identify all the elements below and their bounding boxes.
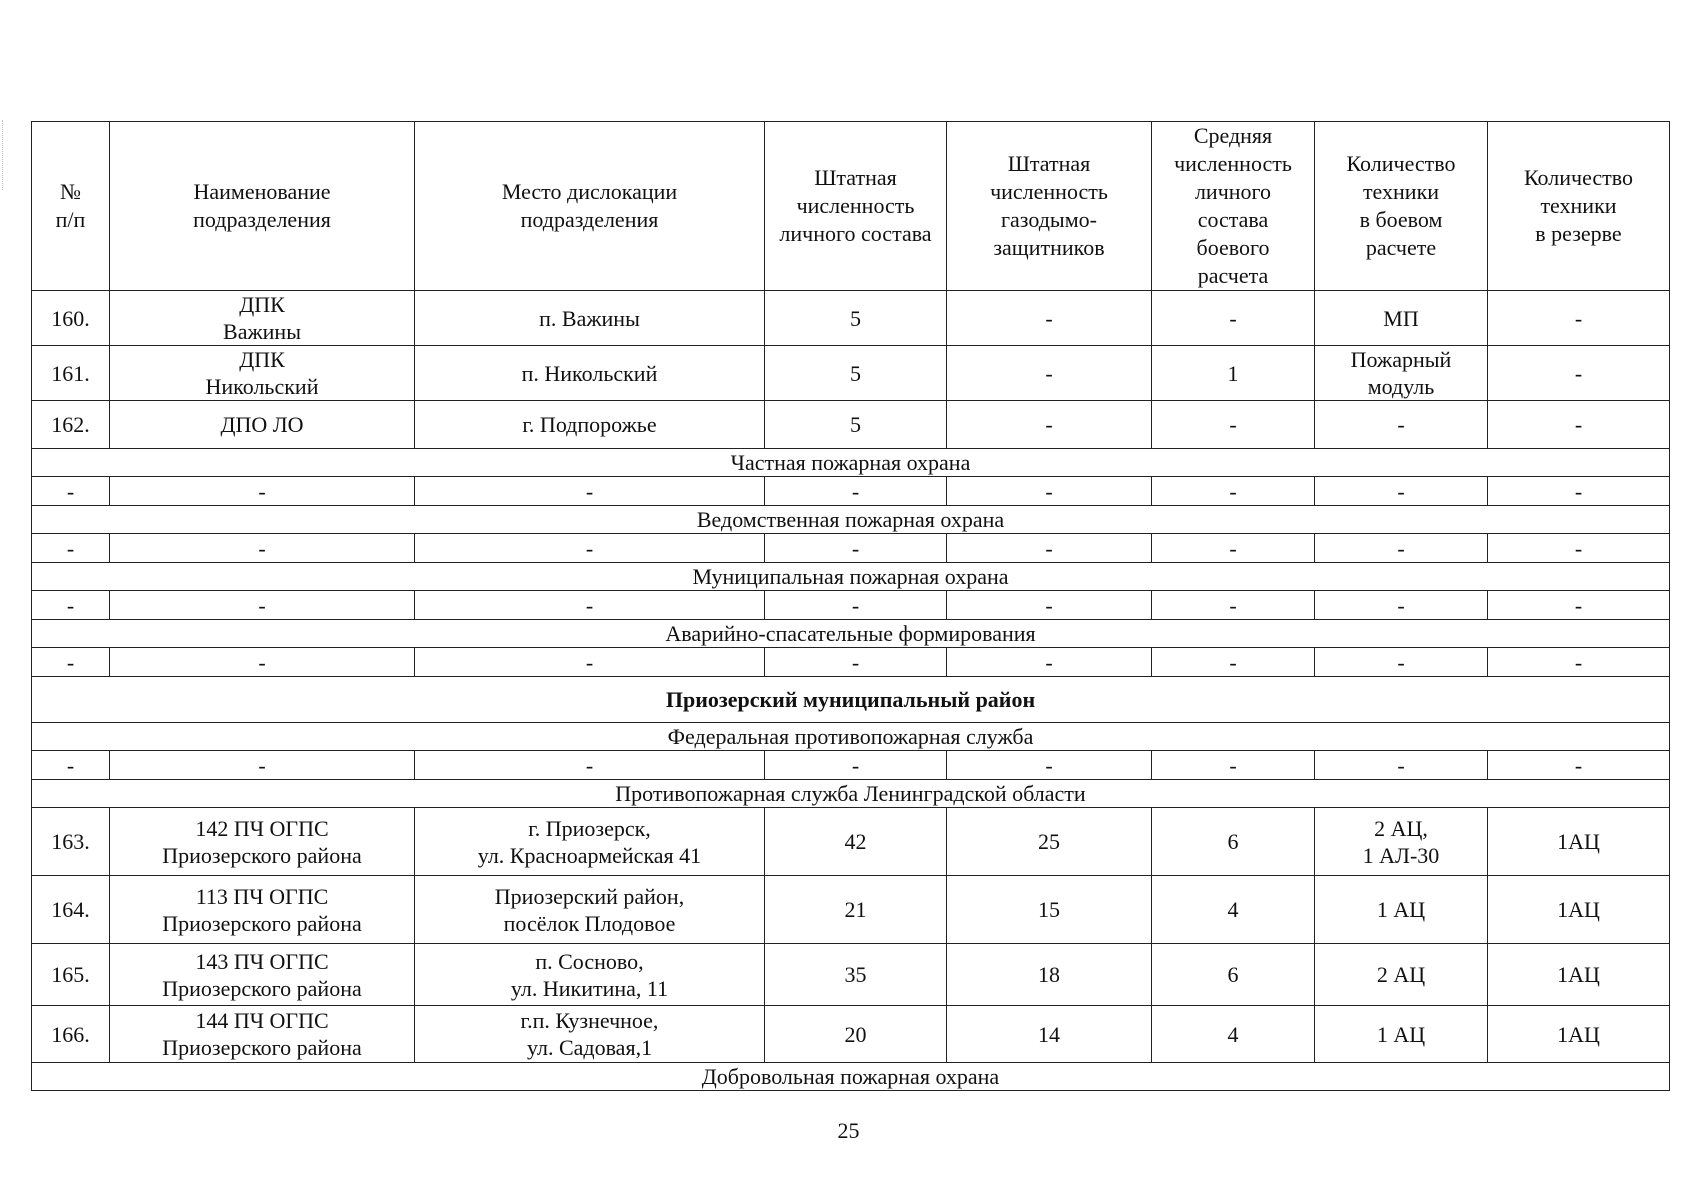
dash-cell: - <box>765 648 947 677</box>
section-regional: Противопожарная служба Ленинградской области <box>32 780 1670 808</box>
cell-combat: Пожарный модуль <box>1315 346 1488 401</box>
cell-staff: 5 <box>765 346 947 401</box>
table-row <box>32 1006 1670 1063</box>
table-row <box>32 808 1670 876</box>
cell-reserve: 1АЦ <box>1488 944 1670 1006</box>
cell-location: п. Сосново, ул. Никитина, 11 <box>415 944 765 1006</box>
cell-num: 166. <box>32 1006 110 1063</box>
cell-name: 143 ПЧ ОГПС Приозерского района <box>110 944 415 1006</box>
section-row <box>32 449 1670 477</box>
table-header-row <box>32 122 1670 291</box>
dash-cell: - <box>765 751 947 780</box>
dash-cell: - <box>415 648 765 677</box>
cell-combat: - <box>1315 401 1488 449</box>
scan-edge-mark <box>2 120 6 190</box>
cell-gas: 15 <box>947 876 1152 944</box>
cell-name: ДПО ЛО <box>110 401 415 449</box>
cell-num: 160. <box>32 291 110 346</box>
dash-cell: - <box>765 591 947 620</box>
cell-avg: - <box>1152 291 1315 346</box>
cell-location: п. Важины <box>415 291 765 346</box>
cell-num: 163. <box>32 808 110 876</box>
dash-row <box>32 751 1670 780</box>
dash-cell: - <box>415 477 765 506</box>
dash-cell: - <box>110 534 415 563</box>
cell-num: 164. <box>32 876 110 944</box>
header-equip-combat: Количество техники в боевом расчете <box>1315 122 1488 291</box>
section-row <box>32 1063 1670 1091</box>
header-equip-reserve: Количество техники в резерве <box>1488 122 1670 291</box>
dash-cell: - <box>947 751 1152 780</box>
section-departmental: Ведомственная пожарная охрана <box>32 506 1670 534</box>
cell-num: 162. <box>32 401 110 449</box>
table-row <box>32 876 1670 944</box>
cell-location: Приозерский район, посёлок Плодовое <box>415 876 765 944</box>
cell-num: 165. <box>32 944 110 1006</box>
dash-cell: - <box>1315 477 1488 506</box>
dash-cell: - <box>415 534 765 563</box>
dash-cell: - <box>947 534 1152 563</box>
section-private: Частная пожарная охрана <box>32 449 1670 477</box>
header-staff: Штатная численность личного состава <box>765 122 947 291</box>
cell-staff: 20 <box>765 1006 947 1063</box>
dash-row <box>32 534 1670 563</box>
header-name: Наименование подразделения <box>110 122 415 291</box>
dash-cell: - <box>1488 477 1670 506</box>
dash-row <box>32 477 1670 506</box>
cell-name: ДПК Важины <box>110 291 415 346</box>
table-row <box>32 944 1670 1006</box>
dash-cell: - <box>765 534 947 563</box>
dash-cell: - <box>32 591 110 620</box>
section-federal: Федеральная противопожарная служба <box>32 723 1670 751</box>
dash-cell: - <box>415 751 765 780</box>
dash-cell: - <box>765 477 947 506</box>
cell-staff: 42 <box>765 808 947 876</box>
cell-combat: МП <box>1315 291 1488 346</box>
cell-reserve: - <box>1488 401 1670 449</box>
cell-reserve: - <box>1488 346 1670 401</box>
table-row <box>32 401 1670 449</box>
cell-reserve: - <box>1488 291 1670 346</box>
section-volunteer: Добровольная пожарная охрана <box>32 1063 1670 1091</box>
dash-cell: - <box>1488 591 1670 620</box>
cell-avg: 1 <box>1152 346 1315 401</box>
cell-name: 144 ПЧ ОГПС Приозерского района <box>110 1006 415 1063</box>
cell-location: г.п. Кузнечное, ул. Садовая,1 <box>415 1006 765 1063</box>
cell-reserve: 1АЦ <box>1488 1006 1670 1063</box>
dash-cell: - <box>1152 477 1315 506</box>
cell-name: ДПК Никольский <box>110 346 415 401</box>
cell-avg: 6 <box>1152 808 1315 876</box>
cell-gas: 18 <box>947 944 1152 1006</box>
dash-cell: - <box>947 648 1152 677</box>
dash-cell: - <box>110 751 415 780</box>
dash-cell: - <box>1488 534 1670 563</box>
page-number: 25 <box>837 1118 860 1143</box>
cell-staff: 5 <box>765 401 947 449</box>
cell-staff: 21 <box>765 876 947 944</box>
units-table <box>31 121 1670 1091</box>
cell-combat: 1 АЦ <box>1315 876 1488 944</box>
cell-combat: 2 АЦ, 1 АЛ-30 <box>1315 808 1488 876</box>
cell-gas: - <box>947 401 1152 449</box>
cell-num: 161. <box>32 346 110 401</box>
header-avg-crew: Средняя численность личного состава боевого расчета <box>1152 122 1315 291</box>
cell-reserve: 1АЦ <box>1488 876 1670 944</box>
section-row <box>32 780 1670 808</box>
header-num: № п/п <box>32 122 110 291</box>
dash-row <box>32 591 1670 620</box>
dash-cell: - <box>32 648 110 677</box>
dash-cell: - <box>1152 648 1315 677</box>
section-row <box>32 723 1670 751</box>
dash-cell: - <box>415 591 765 620</box>
table-row <box>32 346 1670 401</box>
dash-cell: - <box>110 477 415 506</box>
section-row <box>32 506 1670 534</box>
dash-row <box>32 648 1670 677</box>
section-rescue: Аварийно-спасательные формирования <box>32 620 1670 648</box>
dash-cell: - <box>32 477 110 506</box>
cell-avg: - <box>1152 401 1315 449</box>
dash-cell: - <box>1315 591 1488 620</box>
dash-cell: - <box>947 477 1152 506</box>
district-row <box>32 677 1670 723</box>
cell-gas: - <box>947 346 1152 401</box>
cell-location: п. Никольский <box>415 346 765 401</box>
header-gas-protectors: Штатная численность газодымо- защитников <box>947 122 1152 291</box>
cell-reserve: 1АЦ <box>1488 808 1670 876</box>
dash-cell: - <box>1315 648 1488 677</box>
cell-location: г. Приозерск, ул. Красноармейская 41 <box>415 808 765 876</box>
district-title: Приозерский муниципальный район <box>32 677 1670 723</box>
dash-cell: - <box>1488 648 1670 677</box>
dash-cell: - <box>32 751 110 780</box>
cell-avg: 4 <box>1152 876 1315 944</box>
section-row <box>32 620 1670 648</box>
table-row <box>32 291 1670 346</box>
cell-name: 142 ПЧ ОГПС Приозерского района <box>110 808 415 876</box>
cell-staff: 5 <box>765 291 947 346</box>
dash-cell: - <box>1315 751 1488 780</box>
dash-cell: - <box>1152 591 1315 620</box>
section-row <box>32 563 1670 591</box>
dash-cell: - <box>1315 534 1488 563</box>
dash-cell: - <box>1152 534 1315 563</box>
dash-cell: - <box>1152 751 1315 780</box>
cell-location: г. Подпорожье <box>415 401 765 449</box>
dash-cell: - <box>110 648 415 677</box>
header-location: Место дислокации подразделения <box>415 122 765 291</box>
cell-avg: 4 <box>1152 1006 1315 1063</box>
cell-gas: - <box>947 291 1152 346</box>
cell-name: 113 ПЧ ОГПС Приозерского района <box>110 876 415 944</box>
cell-combat: 1 АЦ <box>1315 1006 1488 1063</box>
dash-cell: - <box>110 591 415 620</box>
cell-avg: 6 <box>1152 944 1315 1006</box>
section-municipal: Муниципальная пожарная охрана <box>32 563 1670 591</box>
dash-cell: - <box>32 534 110 563</box>
dash-cell: - <box>1488 751 1670 780</box>
cell-gas: 25 <box>947 808 1152 876</box>
cell-staff: 35 <box>765 944 947 1006</box>
dash-cell: - <box>947 591 1152 620</box>
cell-gas: 14 <box>947 1006 1152 1063</box>
cell-combat: 2 АЦ <box>1315 944 1488 1006</box>
